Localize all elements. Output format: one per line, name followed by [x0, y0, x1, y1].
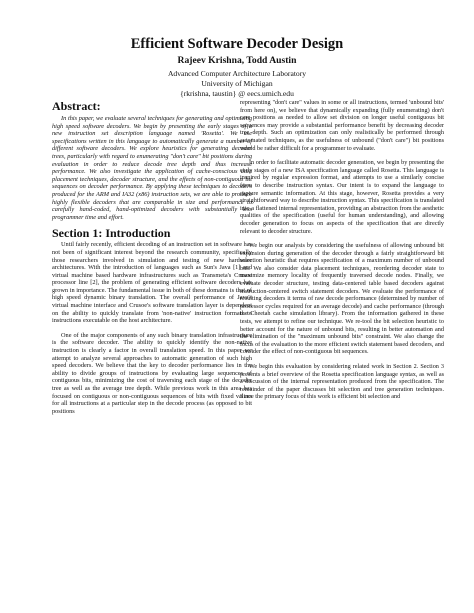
abstract-heading: Abstract:	[52, 99, 101, 113]
section-1-paragraph-2: One of the major components of any such binary translation infrastructure is the software decoder. The ability to quickly identify the non-native instruction is clearly a factor in overall translation speed. In this paper we attempt to analyze several approaches to automatic generation of such high speed decoders. We believe that the key to decoder performance lies in the ability to divide groups of instructions by evaluating large sequences of contiguous bits, minimizing the cost of traversing each stage of the decoder tree as well as the average tree depth. While previous work in this area has focused on contiguous or non-contiguous sequences of bits with fixed values for all instructions at a particular step in the decode process (as opposed to bit positions	[52, 331, 252, 415]
section-1-heading: Section 1: Introduction	[52, 226, 171, 241]
affiliation-email: {rkrishna, taustin} @ eecs.umich.edu	[180, 89, 294, 98]
right-column	[240, 99, 444, 401]
paper-authors: Rajeev Krishna, Todd Austin	[177, 55, 297, 66]
right-paragraph-4: We begin this evaluation by considering related work in Section 2. Section 3 presents a brief overview of the Rosetta specification language syntax, as well as a discussion of the internal representation produced from the specification. The remainder of the paper discusses bit selection and tree generation techniques. Since the primary focus of this work is efficient bit selection and	[240, 363, 444, 401]
right-paragraph-1: representing "don't care" values in some or all instructions, termed 'unbound bits' from here on), we believe that dynamically expanding (fully enumerating) don't care positions as needed to allow set division on longer useful contiguous bit sequences may provide a substantial performance benefit by decreasing decoder tree depth. Such an optimization can only realistically be performed through automated techniques, as the usefulness of unbound ("don't care") bit positions would be rather difficult for a programmer to evaluate.	[240, 99, 444, 152]
right-paragraph-2: In order to facilitate automatic decoder generation, we begin by presenting the early stages of a new ISA specification language called Rosetta. This language is inspired by regular expression format, and attempts to use a similarly concise form to describe instruction syntax. Our intent is to expand the language to capture semantic information. At this stage, however, Rosetta provides a very straightforward way to describe instruction syntax. This specification is translated into a flattened internal representation, providing an abstraction from the aesthetic qualities of the specification (useful for human understanding), and allowing decoder generation to focus on aspects of the specification that are directly relevant to decoder structure.	[240, 159, 444, 235]
section-1-paragraph-1: Until fairly recently, efficient decoding of an instruction set in software has not been of significant interest beyond the research community, specifically those researchers involved in simulation and testing of new hardware architectures. With the introduction of languages such as Sun's Java [1] and virtual machine based hardware infrastructures such as Transmeta's Crusoe processor line [2], the problem of generating efficient software decoders has grown in importance. The fundamental issue in both of these domains is that of high speed dynamic binary translation. The overall performance of Java's virtual machine interface and Crusoe's software translation layer is dependent on the ability to quickly translate from 'non-native' instruction formats to instructions executable on the host architecture.	[52, 241, 252, 325]
right-paragraph-3: We begin our analysis by considering the usefulness of allowing unbound bit expansion during generation of the decoder through a fairly straightforward bit selection heuristic that requires specification of a maximum number of unbound bits. We also consider data placement techniques, reordering decoder state to maximize memory locality of frequently traversed decode nodes. Finally, we evaluate decoder structure, testing data-centered table based decoders against instruction-centered switch statement decoders. We evaluate the performance of resulting decoders it terms of raw decode performance (determined by number of processor cycles required for an average decode) and cache performance (through the Cheetah cache simulation library). From the information gathered in these tests, we attempt to refine our technique. We re-tool the bit selection heuristic to better account for the nature of unbound bits, resulting in better automation and the elimination of the "maximum unbound bits" constraint. We also change the focus of the evaluation to the more efficient switch statement based decoders, and consider the effect of non-contiguous bit sequences.	[240, 242, 444, 356]
left-column	[52, 99, 252, 415]
paper-title: Efficient Software Decoder Design	[130, 36, 344, 52]
affiliation-lab: Advanced Computer Architecture Laboratory	[167, 69, 307, 78]
abstract-text: In this paper, we evaluate several techniques for generating and optimizing high speed software decoders. We begin by presenting the early stages of a new instruction set description language named 'Rosetta'. We use specifications written in this language to automatically generate a number of different software decoders. We explore heuristics for generating decoder trees, particularly with regard to enumerating "don't care" bit positions during evaluation in order to reduce decode tree depth and thus increase performance. We also investigate the application of cache-conscious data placement techniques, decoder structure, and the effects of non-contiguous bit sequences on decoder performance. By applying these techniques to decoders produced for the ARM and IA32 (x86) instruction sets, we are able to produce highly flexible decoders that are comparable in size and performance to carefully hand-coded, hand-optimized decoders with substantially less programmer time and effort.	[52, 115, 252, 221]
affiliation-university: University of Michigan	[201, 79, 273, 88]
